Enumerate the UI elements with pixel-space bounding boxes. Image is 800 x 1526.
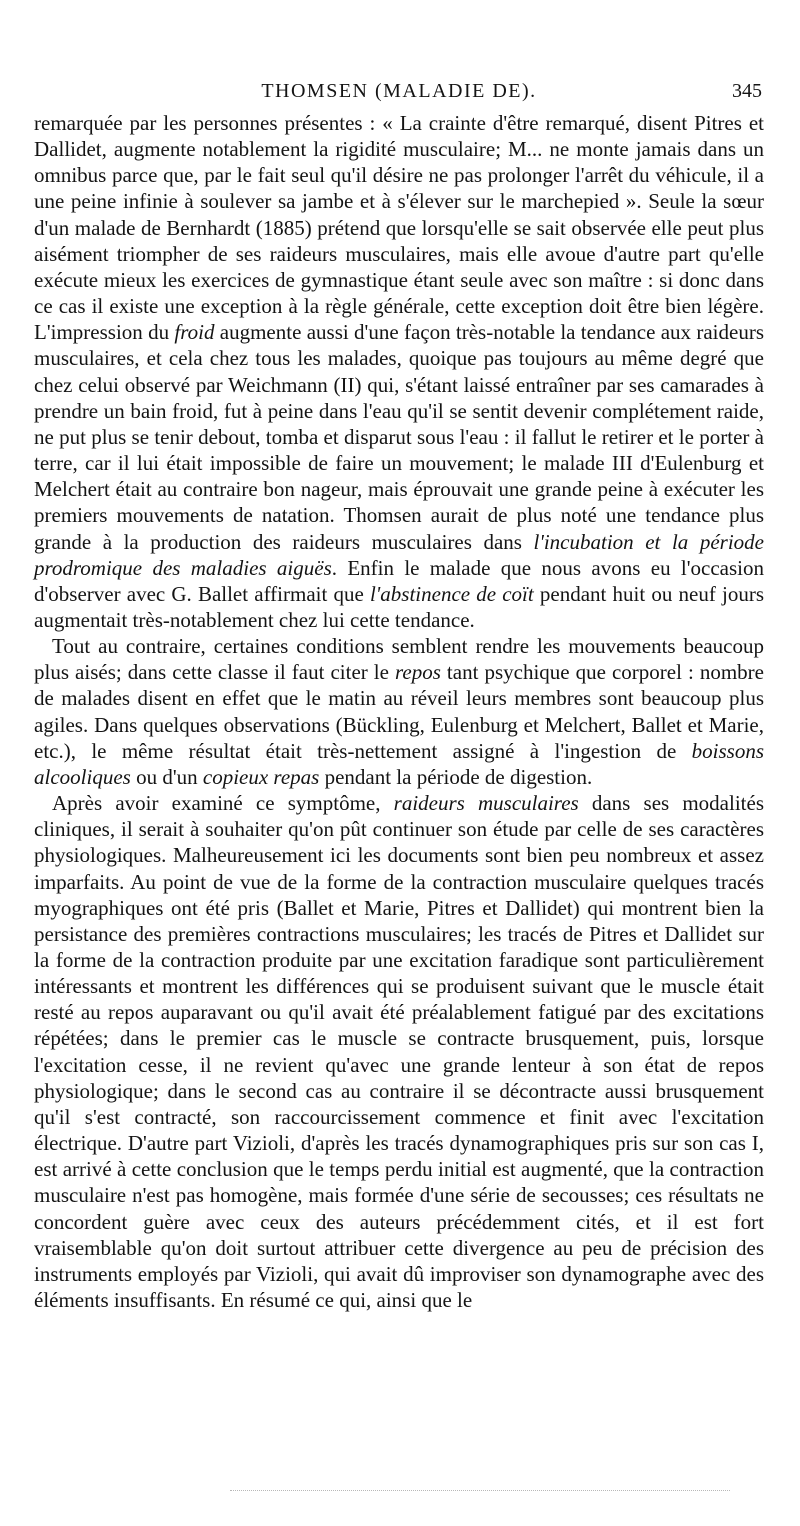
text-run: pendant la période de digestion. (319, 764, 593, 789)
italic-term: froid (174, 320, 215, 345)
text-run: Après avoir examiné ce symptôme, (52, 791, 394, 816)
text-run: augmente aussi d'une façon très-notable la tendance aux raideurs musculaires, et cela chez tous les malades, quoique pas toujours au même degré que chez celui observé par Weichmann (II) qui, s'étant laissé entraîner par ses camarades à prendre un bain froid, fut à peine dans l'eau qu'il se sentit devenir complétement raide, ne put plus se tenir debout, tomba et disparut sous l'eau : il fallut le retirer et le porter à terre, car il lui était impossible de faire un mouvement; le malade III d'Eulenburg et Melchert était au contraire bon nageur, mais éprouvait une grande peine à exécuter les premiers mouvements de natation. Thomsen aurait de plus noté une tendance plus grande à la production des raideurs musculaires dans (34, 320, 764, 554)
text-run: remarquée par les personnes présentes : « La crainte d'être remarqué, disent Pitres et Dallidet, augmente notablement la rigidité musculaire; M... ne monte jamais dans un omnibus parce que, par le fait seul qu'il désire ne pas prolonger l'arrêt du véhicule, il a une peine infinie à soulever sa jambe et à s'élever sur le marchepied ». Seule la sœur d'un malade de Bernhardt (1885) prétend que lorsqu'elle se sait observée elle peut plus aisément triompher de ses raideurs musculaires, mais elle avoue d'autre part qu'elle exécute mieux les exercices de gymnastique étant seule avec son maître : si donc dans ce cas il existe une exception à la règle générale, cette exception doit être bien légère. L'impression du (34, 111, 764, 345)
italic-term: raideurs musculaires (393, 791, 579, 816)
text-run: ou d'un (130, 764, 203, 789)
text-run: . Enfin le malade que nous avons eu l'occasion d'observer avec G. Ballet affirmait que (34, 555, 764, 606)
italic-term: l'incubation et la période prodromique des maladies aiguës (34, 529, 764, 580)
paragraph-physiology (34, 790, 764, 1313)
text-run: pendant huit ou neuf jours augmentait très-notablement chez lui cette tendance. (34, 581, 764, 632)
italic-term: boissons alcooliques (34, 738, 764, 789)
text-run: tant psychique que corporel : nombre de malades disent en effet que le matin au réveil leurs membres sont beaucoup plus agiles. Dans quelques observations (Bückling, Eulenburg et Melchert, Ballet et Marie, etc.), le même résultat était très-nettement assigné à l'ingestion de (34, 660, 764, 763)
text-run: dans ses modalités cliniques, il serait à souhaiter qu'on pût continuer son étude par celle de ses caractères physiologiques. Malheureusement ici les documents sont bien peu nombreux et assez imparfaits. Au point de vue de la forme de la contraction musculaire quelques tracés myographiques ont été pris (Ballet et Marie, Pitres et Dallidet) qui montrent bien la persistance des premières contractions musculaires; les tracés de Pitres et Dallidet sur la forme de la contraction produite par une excitation faradique sont particulièrement intéressants et montrent les différences qui se produisent suivant que le muscle était resté au repos auparavant ou qu'il avait été préalablement fatigué par des excitations répétées; dans le premier cas le muscle se contracte brusquement, puis, lorsque l'excitation cesse, il ne revient qu'avec une grande lenteur à son état de repos physiologique; dans le second cas au contraire il se décontracte aussi brusquement qu'il s'est contracté, son raccourcissement commence et finit avec l'excitation électrique. D'autre part Vizioli, d'après les tracés dynamographiques pris sur son cas I, est arrivé à cette conclusion que le temps perdu initial est augmenté, que la contraction musculaire n'est pas homogène, mais formée d'une série de secousses; ces résultats ne concordent guère avec ceux des auteurs précédemment cités, et il est fort vraisemblable qu'on doit surtout attribuer cette divergence au peu de précision des instruments employés par Vizioli, qui avait dû improviser son dynamographe avec des éléments insuffisants. En résumé ce qui, ainsi que le (34, 791, 765, 1313)
italic-term: l'abstinence de coït (369, 581, 534, 606)
chapter-title: THOMSEN (MALADIE DE). (261, 80, 537, 102)
running-header (34, 80, 764, 114)
italic-term: copieux repas (202, 764, 320, 789)
page-number: 345 (732, 80, 762, 102)
footer-bleedthrough-rule (230, 1490, 730, 1493)
paragraph-easing-conditions (34, 633, 764, 790)
italic-term: repos (395, 660, 441, 685)
book-page (34, 80, 764, 1313)
paragraph-symptom-factors (34, 110, 764, 633)
text-run: Tout au contraire, certaines conditions semblent rendre les mouvements beaucoup plus aisés; dans cette classe il faut citer le (34, 634, 764, 685)
body-text (34, 110, 764, 1313)
